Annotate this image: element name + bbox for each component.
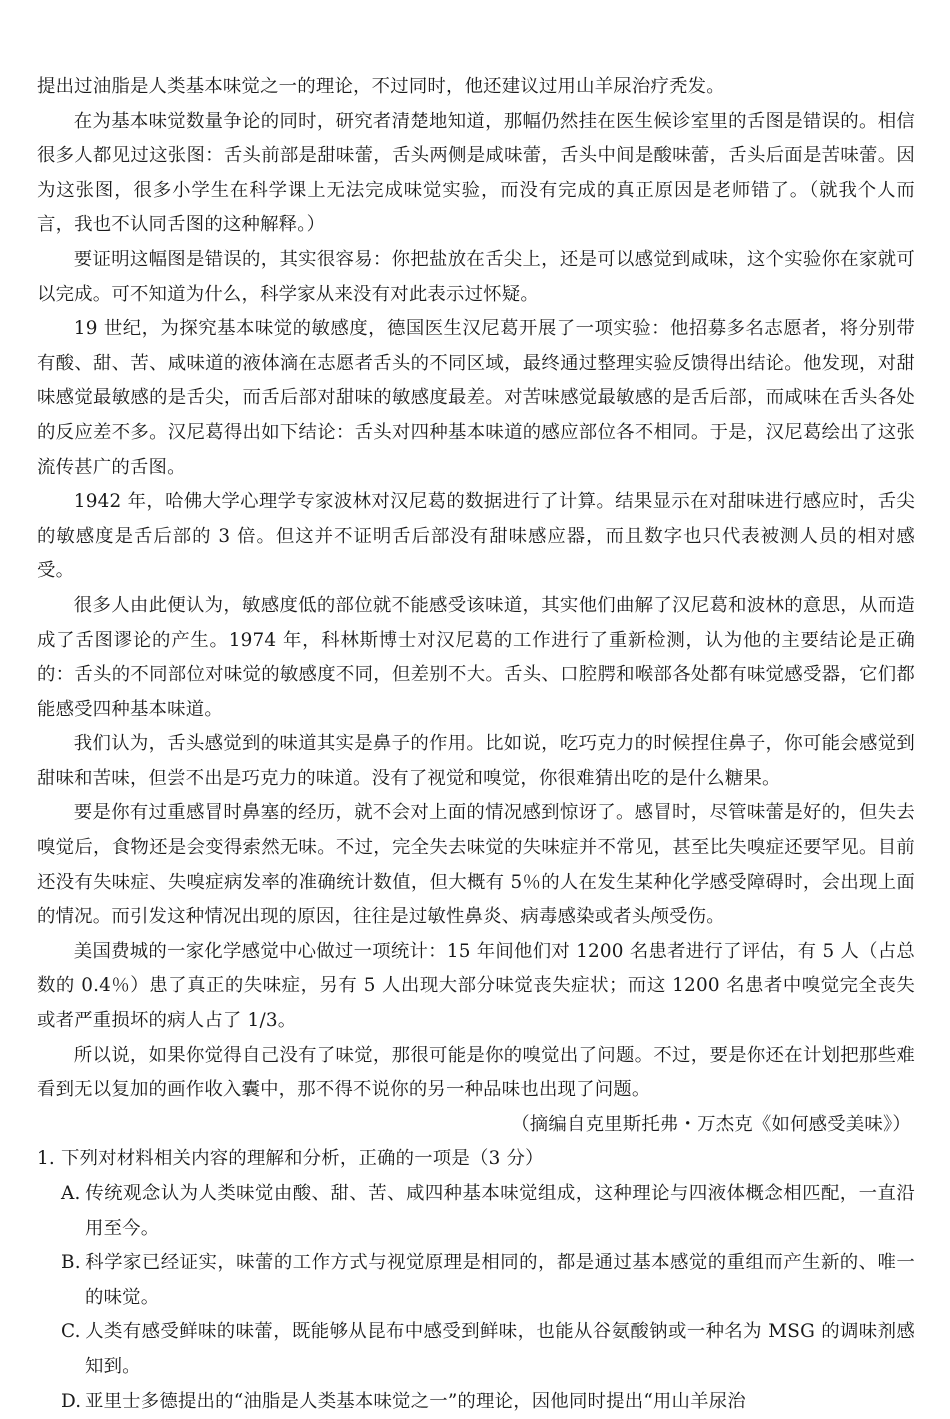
article-paragraph: 提出过油脂是人类基本味觉之一的理论，不过同时，他还建议过用山羊尿治疗秃发。: [37, 76, 725, 97]
article-paragraph: 很多人由此便认为，敏感度低的部位就不能感受该味道，其实他们曲解了汉尼葛和波林的意思，从而造成了舌图谬论的产生。1974 年，科林斯博士对汉尼葛的工作进行了重新检测，认为他的主要结论是正确的：舌头的不同部位对味觉的敏感度不同，但差别不大。舌头、口腔腭和喉部各处都有味觉感受器，它们都能感受四种基本味道。: [37, 594, 915, 720]
article-paragraph: 19 世纪，为探究基本味觉的敏感度，德国医生汉尼葛开展了一项实验：他招募多名志愿者，将分别带有酸、甜、苦、咸味道的液体滴在志愿者舌头的不同区域，最终通过整理实验反馈得出结论。他发现，对甜味感觉最敏感的是舌尖，而舌后部对甜味的敏感度最差。对苦味感觉最敏感的是舌后部，而咸味在舌头各处的反应差不多。汉尼葛得出如下结论：舌头对四种基本味道的感应部位各不相同。于是，汉尼葛绘出了这张流传甚广的舌图。: [37, 318, 915, 478]
option-text: 科学家已经证实，味蕾的工作方式与视觉原理是相同的，都是通过基本感觉的重组而产生新的、唯一的味觉。: [85, 1252, 915, 1308]
option-text: 亚里士多德提出的“油脂是人类基本味觉之一”的理论，因他同时提出“用山羊尿治: [85, 1390, 746, 1412]
answer-option-d[interactable]: [37, 1385, 915, 1419]
article-paragraph: 我们认为，舌头感觉到的味道其实是鼻子的作用。比如说，吃巧克力的时候捏住鼻子，你可能会感觉到甜味和苦味，但尝不出是巧克力的味道。没有了视觉和嗅觉，你很难猜出吃的是什么糖果。: [37, 733, 915, 789]
article-paragraph: 所以说，如果你觉得自己没有了味觉，那很可能是你的嗅觉出了问题。不过，要是你还在计划把那些难看到无以复加的画作收入囊中，那不得不说你的另一种品味也出现了问题。: [37, 1044, 915, 1101]
article-paragraph: 要是你有过重感冒时鼻塞的经历，就不会对上面的情况感到惊讶了。感冒时，尽管味蕾是好的，但失去嗅觉后，食物还是会变得索然无味。不过，完全失去味觉的失味症并不常见，甚至比失嗅症还要罕见。目前还没有失味症、失嗅症病发率的准确统计数值，但大概有 5％的人在发生某种化学感受障碍时，会出现上面的情况。而引发这种情况出现的原因，往往是过敏性鼻炎、病毒感染或者头颅受伤。: [37, 802, 915, 928]
option-letter: A.: [61, 1183, 81, 1204]
article-paragraph: 1942 年，哈佛大学心理学专家波林对汉尼葛的数据进行了计算。结果显示在对甜味进行感应时，舌尖的敏感度是舌后部的 3 倍。但这并不证明舌后部没有甜味感应器，而且数字也只代表被测人员的相对感受。: [37, 491, 915, 582]
option-letter: B.: [61, 1252, 81, 1274]
answer-option-b[interactable]: [37, 1246, 915, 1315]
article-paragraph: 在为基本味觉数量争论的同时，研究者清楚地知道，那幅仍然挂在医生候诊室里的舌图是错误的。相信很多人都见过这张图：舌头前部是甜味蕾，舌头两侧是咸味蕾，舌头中间是酸味蕾，舌头后面是苦味蕾。因为这张图，很多小学生在科学课上无法完成味觉实验，而没有完成的真正原因是老师错了。（就我个人而言，我也不认同舌图的这种解释。）: [37, 110, 915, 236]
answer-option-a[interactable]: [37, 1177, 915, 1246]
article-paragraph: 美国费城的一家化学感觉中心做过一项统计：15 年间他们对 1200 名患者进行了评估，有 5 人（占总数的 0.4％）患了真正的失味症，另有 5 人出现大部分味觉丧失症状；而这 1200 名患者中嗅觉完全丧失或者严重损坏的病人占了 1/3。: [37, 940, 915, 1032]
exam-page: [37, 70, 915, 1419]
option-letter: C.: [61, 1321, 81, 1343]
option-text: 人类有感受鲜味的味蕾，既能够从昆布中感受到鲜味，也能从谷氨酸钠或一种名为 MSG 的调味剂感知到。: [85, 1321, 915, 1377]
answer-option-c[interactable]: [37, 1315, 915, 1384]
option-letter: D.: [61, 1390, 82, 1412]
article-source: （摘编自克里斯托弗・万杰克《如何感受美味》）: [511, 1113, 911, 1135]
article-paragraph: 要证明这幅图是错误的，其实很容易：你把盐放在舌尖上，还是可以感觉到咸味，这个实验你在家就可以完成。可不知道为什么，科学家从来没有对此表示过怀疑。: [37, 248, 915, 305]
question-stem: 1. 下列对材料相关内容的理解和分析，正确的一项是（3 分）: [37, 1148, 544, 1170]
option-text: 传统观念认为人类味觉由酸、甜、苦、咸四种基本味觉组成，这种理论与四液体概念相匹配，一直沿用至今。: [85, 1183, 915, 1239]
